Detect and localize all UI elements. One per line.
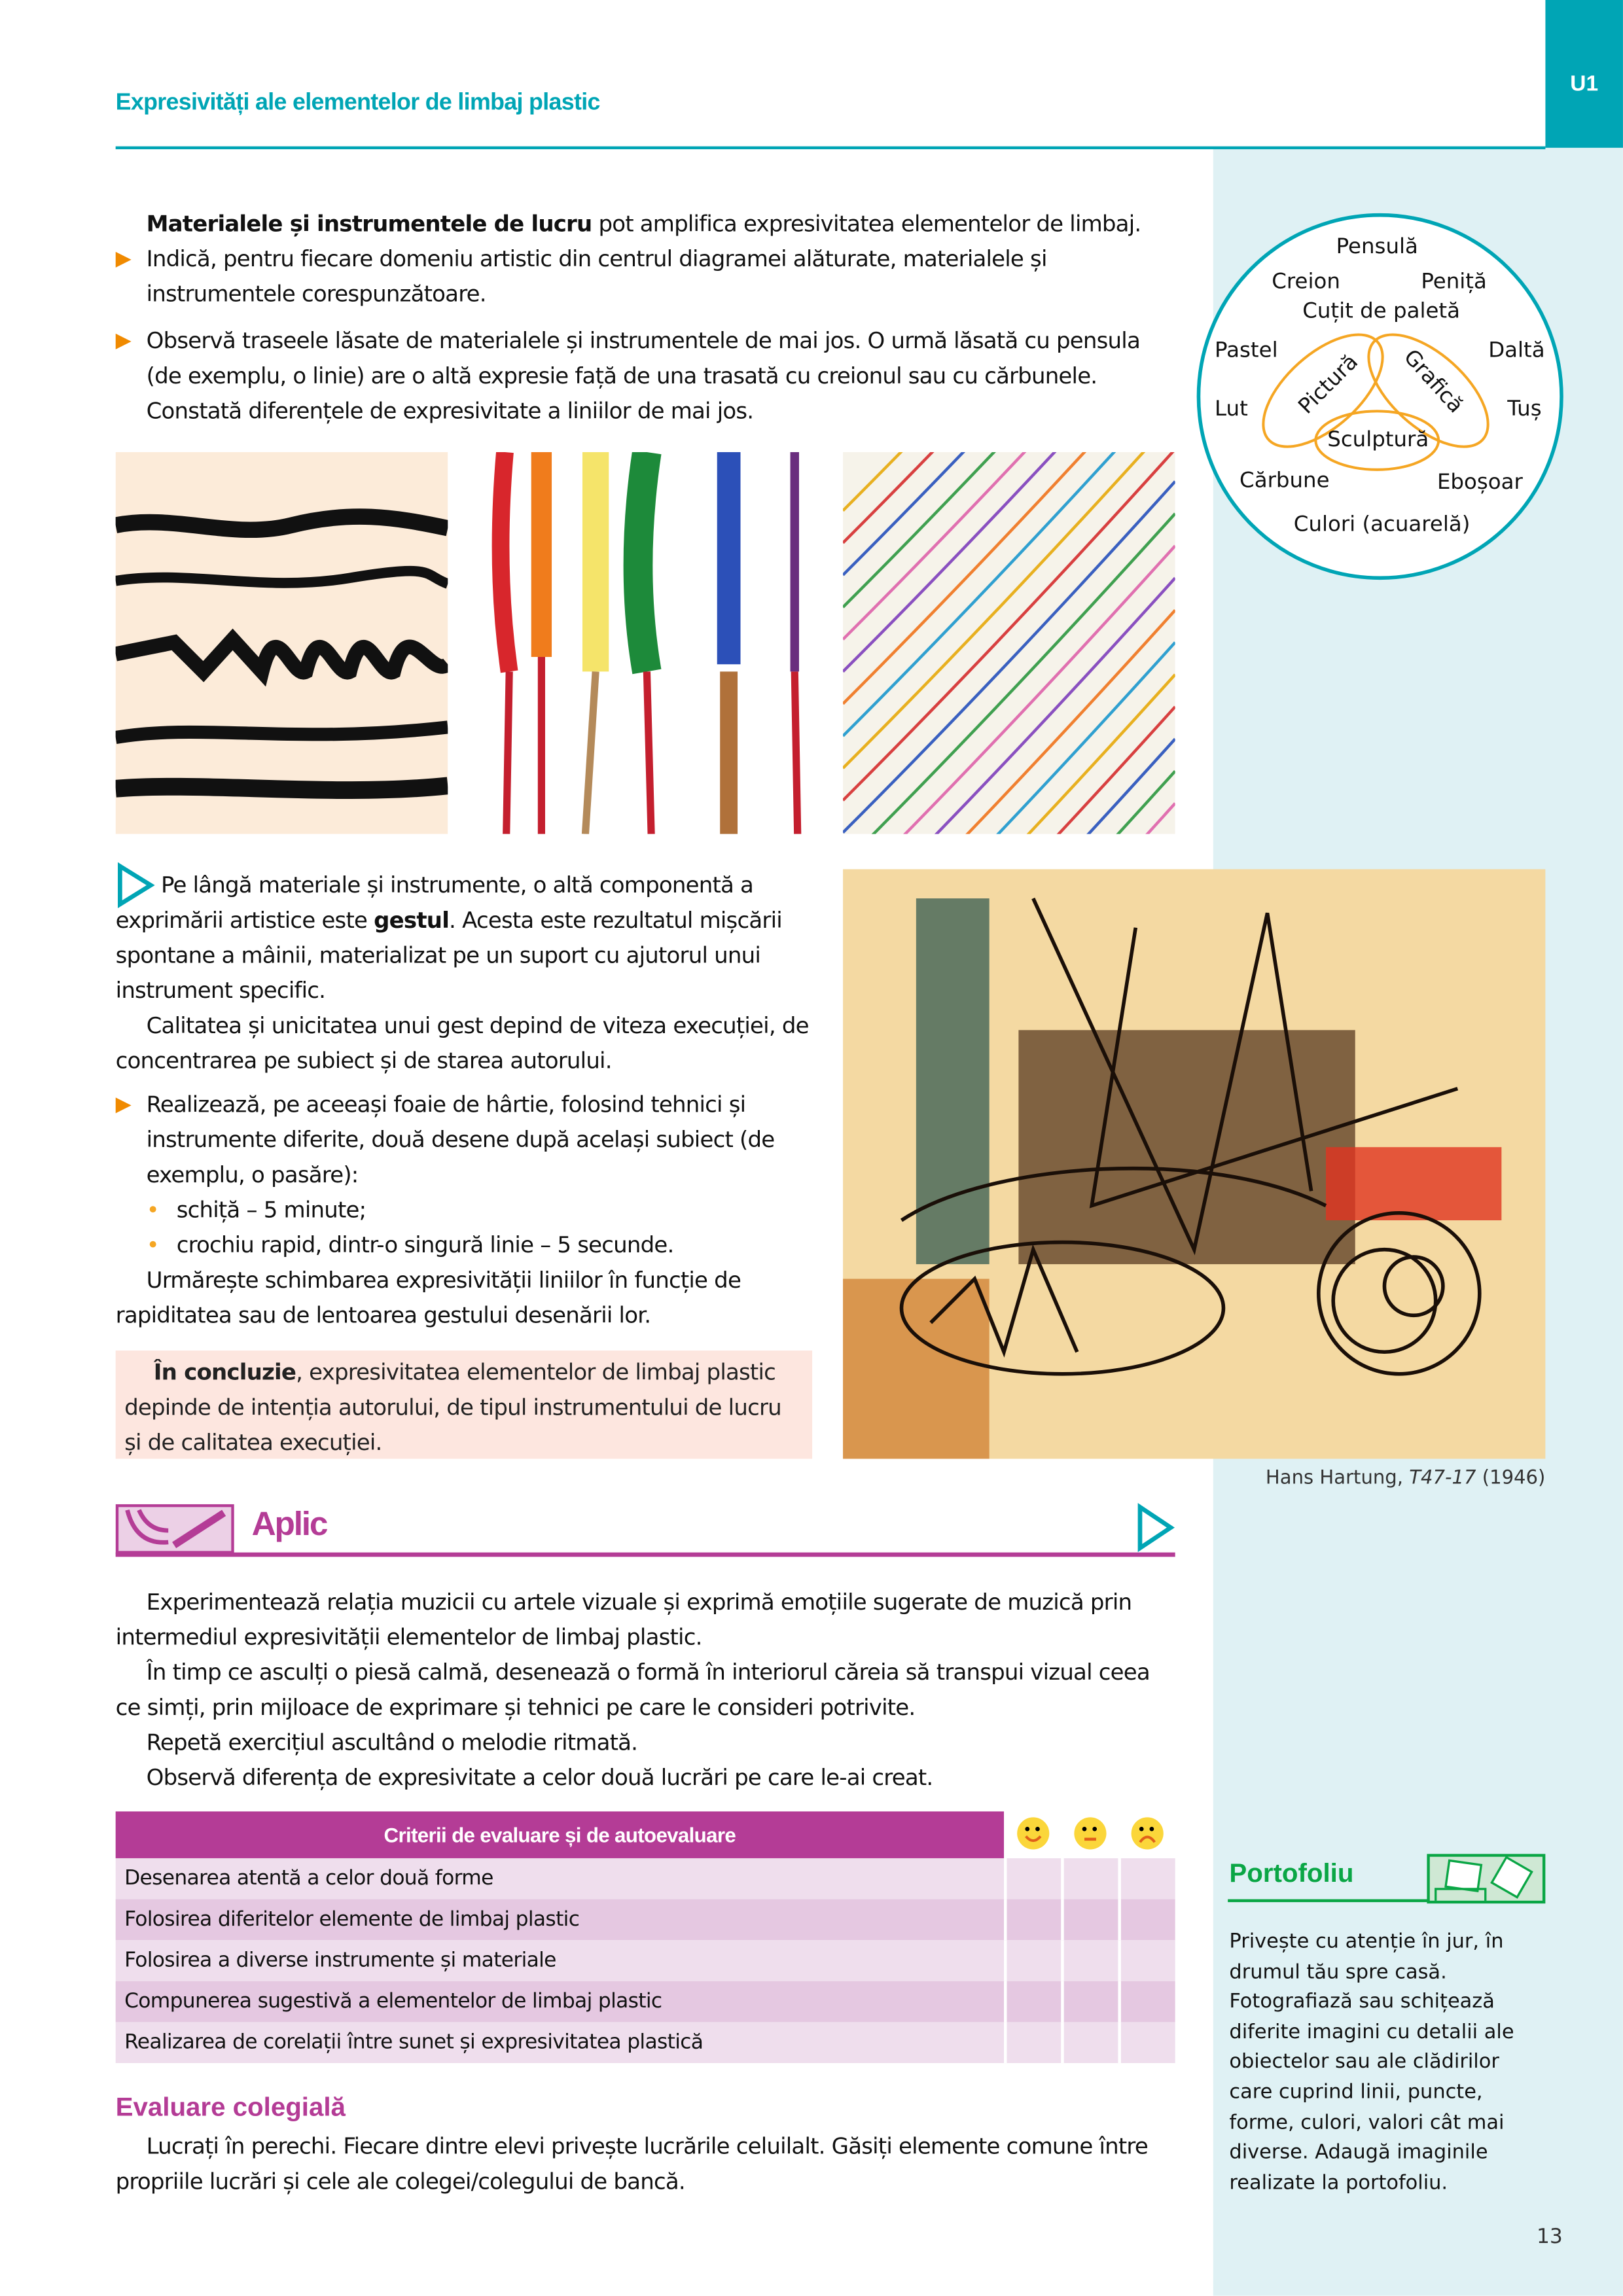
arrow-bullet-icon: ▶ (115, 247, 131, 271)
gesture-p1: Pe lângă materiale și instrumente, o altă componentă a exprimării artistice este (115, 872, 754, 934)
page-number: 13 (1537, 2225, 1563, 2250)
colored-pencil-lines-image (843, 452, 1175, 834)
header-divider (116, 147, 1546, 149)
aplic-paragraph: Experimentează relația muzicii cu artele vizuale și exprimă emoțiile sugerate de muzică prin intermediul expresivității elementelor de limbaj plastic. (115, 1589, 1132, 1651)
task-1: Indică, pentru fiecare domeniu artistic din centrul diagramei alăturate, materialele și instrumentele corespunzătoare. (146, 245, 1047, 308)
gesture-p3: Urmărește schimbarea expresivității liniilor în funcție de rapiditatea sau de lentoarea gestului desenării lor. (115, 1267, 741, 1329)
bullet-item: • schiță – 5 minute; (146, 1197, 366, 1224)
diagram-item: Culori (acuarelă) (1293, 513, 1471, 537)
rating-cell[interactable] (1118, 1981, 1175, 2022)
arrow-bullet-icon: ▶ (115, 329, 131, 353)
criterion: Folosirea diferitelor elemente de limbaj plastic (116, 1899, 1004, 1941)
gesture-keyword: gestul (374, 907, 450, 934)
neutral-face-icon (1061, 1811, 1118, 1858)
caption-year: (1946) (1476, 1467, 1546, 1490)
gesture-text (116, 868, 812, 1333)
aplic-divider (116, 1553, 1175, 1557)
intro-bold: Materialele și instrumentele de lucru (146, 211, 592, 238)
table-row (116, 1981, 1175, 2022)
aplic-brush-icon (116, 1504, 234, 1554)
table-row (116, 2022, 1175, 2063)
arrow-bullet-icon: ▶ (115, 1093, 131, 1117)
rating-cell[interactable] (1061, 1899, 1118, 1941)
diagram-item: Lut (1215, 398, 1248, 422)
diagram-item: Daltă (1488, 339, 1545, 363)
portfolio-text: Privește cu atenție în jur, în drumul tău spre casă. Fotografiază sau schițează diferite imagini cu detalii ale obiectelor sau ale clădirilor care cuprind linii, puncte, forme, culori, valori cât mai diverse. Adaugă imaginile realizate la portofoliu. (1229, 1930, 1514, 2195)
rating-cell[interactable] (1118, 2022, 1175, 2063)
sad-face-icon (1118, 1811, 1175, 1858)
task-2: Observă traseele lăsate de materialele și instrumentele de mai jos. O urmă lăsată cu pensula (de exemplu, o linie) are o altă expresie față de una trasată cu creionul sau cu cărbunele. Constată diferențele de expresivitate a liniilor de mai jos. (146, 327, 1140, 425)
rating-cell[interactable] (1061, 2022, 1118, 2063)
peer-evaluation-title: Evaluare colegială (115, 2092, 346, 2122)
gesture-task: Realizează, pe aceeași foaie de hârtie, folosind tehnici și instrumente diferite, două desene după același subiect (de exemplu, o pasăre): (146, 1091, 775, 1188)
caption-title: T47-17 (1409, 1467, 1476, 1490)
gesture-p2: Calitatea și unicitatea unui gest depind de viteza execuției, de concentrarea pe subiect și de starea autorului. (115, 1012, 809, 1074)
conclusion-text: , expresivitatea elementelor de limbaj plastic depinde de intenția autorului, de tipul instrumentului de lucru și de calitatea execuției. (124, 1359, 781, 1457)
aplic-paragraph: Observă diferența de expresivitate a celor două lucrări pe care le-ai creat. (146, 1764, 933, 1792)
rating-cell[interactable] (1061, 1858, 1118, 1899)
bullet-text: crochiu rapid, dintr-o singură linie – 5 secunde. (176, 1231, 674, 1259)
diagram-item: Tuș (1507, 398, 1542, 422)
hartung-painting (843, 869, 1545, 1458)
domain-painting: Pictură (1294, 350, 1363, 419)
diagram-item: Cuțit de paletă (1302, 300, 1460, 324)
diagram-item: Pensulă (1336, 236, 1418, 259)
table-row (116, 1899, 1175, 1941)
diagram-item: Peniță (1421, 270, 1487, 294)
table-header: Criterii de evaluare și de autoevaluare (116, 1811, 1004, 1858)
conclusion-box (116, 1351, 812, 1458)
rating-cell[interactable] (1004, 1858, 1061, 1899)
rating-cell[interactable] (1061, 1940, 1118, 1981)
rating-cell[interactable] (1004, 1981, 1061, 2022)
criterion: Compunerea sugestivă a elementelor de limbaj plastic (116, 1981, 1004, 2022)
table-row (116, 1940, 1175, 1981)
aplic-paragraph: În timp ce asculți o piesă calmă, desenează o formă în interiorul căreia să transpui vizual ceea ce simți, prin mijloace de exprimare și tehnici pe care le consideri potrivite. (115, 1659, 1150, 1721)
intro-text (115, 206, 1179, 429)
aplic-text (116, 1585, 1175, 1795)
rating-cell[interactable] (1004, 1899, 1061, 1941)
table-row (116, 1858, 1175, 1899)
painting-caption (843, 1468, 1545, 1490)
play-marker-icon (1135, 1503, 1177, 1553)
aplic-title: Aplic (251, 1504, 327, 1542)
portfolio-title: Portofoliu (1229, 1858, 1354, 1888)
peer-evaluation-text: Lucrați în perechi. Fiecare dintre elevi privește lucrările celuilalt. Găsiți elemente comune între propriile lucrări și cele ale colegei/colegului de bancă. (115, 2133, 1148, 2195)
gesture-p1-end: . Acesta este rezultatul mișcării spontane a mâinii, materializat pe un suport cu ajutorul unui instrument specific. (115, 907, 782, 1004)
criterion: Desenarea atentă a celor două forme (116, 1858, 1004, 1899)
rating-cell[interactable] (1118, 1899, 1175, 1941)
portfolio-divider (1228, 1899, 1428, 1902)
diagram-item: Cărbune (1240, 469, 1330, 493)
diagram-item: Eboșoar (1436, 471, 1523, 495)
rating-cell[interactable] (1118, 1858, 1175, 1899)
brushes-image (483, 452, 812, 834)
bullet-item: • crochiu rapid, dintr-o singură linie – 5 secunde. (146, 1231, 674, 1259)
aplic-paragraph: Repetă exercițiul ascultând o melodie ritmată. (146, 1729, 638, 1756)
domain-sculpture: Sculptură (1327, 429, 1429, 452)
evaluation-table (116, 1811, 1175, 2063)
criterion: Realizarea de corelații între sunet și expresivitatea plastică (116, 2022, 1004, 2063)
domain-graphics: Grafică (1399, 345, 1467, 418)
play-marker-icon (116, 862, 157, 909)
materials-diagram (1196, 212, 1566, 582)
bullet-text: schiță – 5 minute; (176, 1197, 366, 1224)
diagram-item: Pastel (1215, 339, 1278, 363)
criterion: Folosirea a diverse instrumente și materiale (116, 1940, 1004, 1981)
caption-artist: Hans Hartung, (1265, 1467, 1410, 1490)
charcoal-lines-image (116, 452, 448, 834)
conclusion-bold: În concluzie (153, 1359, 296, 1386)
chapter-title: Expresivități ale elementelor de limbaj plastic (115, 90, 600, 116)
intro-rest: pot amplifica expresivitatea elementelor de limbaj. (592, 211, 1141, 238)
rating-cell[interactable] (1004, 1940, 1061, 1981)
rating-cell[interactable] (1061, 1981, 1118, 2022)
happy-face-icon (1004, 1811, 1061, 1858)
unit-tab: U1 (1545, 0, 1623, 148)
documents-icon (1427, 1854, 1545, 1903)
rating-cell[interactable] (1004, 2022, 1061, 2063)
diagram-item: Creion (1272, 270, 1340, 294)
rating-cell[interactable] (1118, 1940, 1175, 1981)
